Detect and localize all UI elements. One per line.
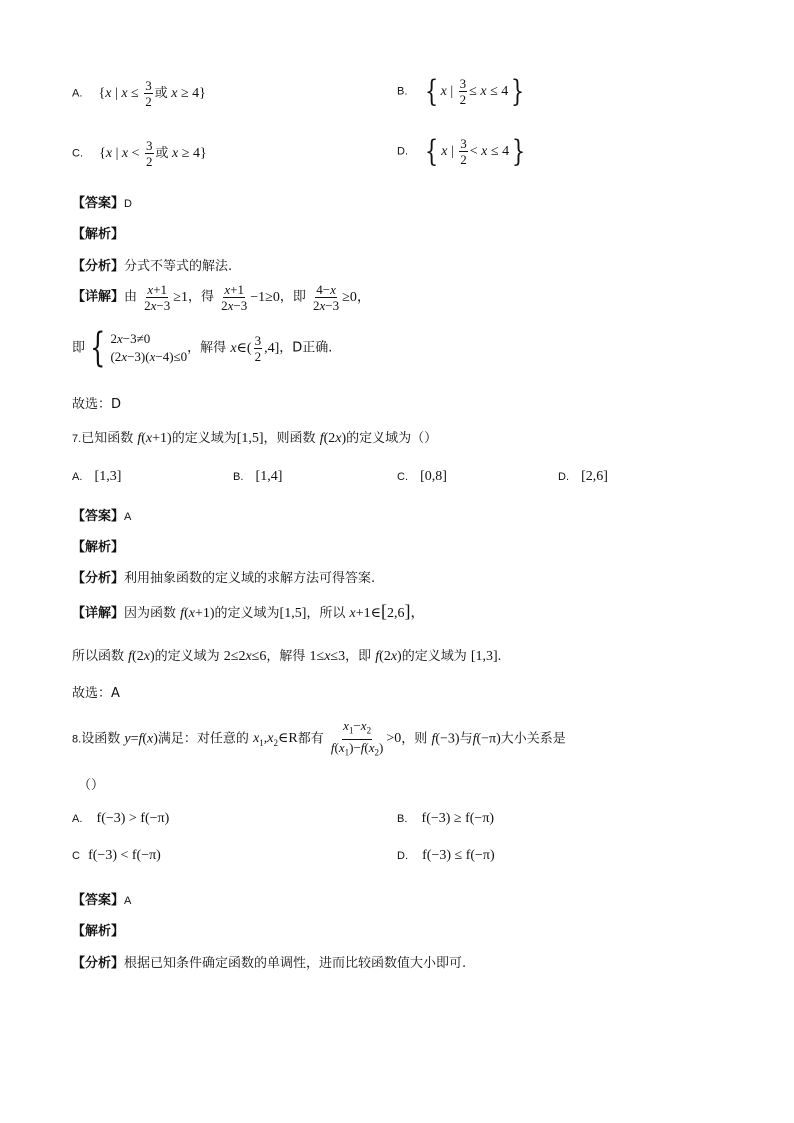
- option-label: A.: [72, 87, 83, 100]
- q7-choice: 故选：A: [72, 686, 120, 701]
- q7-option-a: A. [1,3]: [72, 469, 122, 484]
- q7-option-c: C. [0,8]: [397, 469, 447, 484]
- q8-option-b: B. f(−3) ≥ f(−π): [397, 811, 495, 826]
- q7-detail2-line: 所以函数 f(2x)的定义域为 2≤2x≤6，解得 1≤x≤3，即 f(2x)的定义域为 [1,3].: [72, 649, 502, 664]
- q6-fenxi-line: 【分析】分式不等式的解法.: [72, 259, 233, 274]
- q7-detail-line: 【详解】因为函数 f(x+1)的定义域为[1,5]，所以 x+1∈[2,6]，: [72, 601, 425, 621]
- q8-stem: 8.设函数 y=f(x)满足：对任意的 $x_1,x_2\in R$都有 $\frac{x_1-x_2}{f(x_1)-f(x_2)}$ >0，则 f(−3)与f(−π)大小关系是: [72, 718, 566, 758]
- q6-option-c: C. {x | x < $\frac{3}{2}$ 或 x ≥ 4}: [72, 138, 207, 169]
- q8-option-d: D. f(−3) ≤ f(−π): [397, 848, 495, 863]
- q6-detail-line: 【详解】由 $\frac{x+1}{2x-3}$ ≥1，得 $\frac{x+1}{2x-3}$ −1≥0，即 $\frac{4-x}{2x-3}$ ≥0，: [72, 282, 371, 313]
- q6-choice: 故选：D: [72, 397, 122, 412]
- q8-option-c: C f(−3) < f(−π): [72, 848, 161, 863]
- q8-fenxi-line: 【分析】根据已知条件确定函数的单调性，进而比较函数值大小即可.: [72, 956, 467, 971]
- option-label: B.: [397, 85, 408, 98]
- q7-stem: 7.已知函数 f(x+1)的定义域为[1,5]，则函数 f(2x)的定义域为（）: [72, 431, 438, 446]
- q8-answer-line: 【答案】A: [72, 893, 132, 908]
- q8-stem-paren: （）: [78, 778, 105, 793]
- q7-analysis-tag: 【解析】: [72, 540, 125, 555]
- q7-fenxi-line: 【分析】利用抽象函数的定义域的求解方法可得答案.: [72, 571, 376, 586]
- q6-option-b: B. { x | $\frac{3}{2}$ ≤ x ≤ 4}: [397, 73, 525, 109]
- answer-value: D: [124, 198, 132, 210]
- q6-answer-line: [72, 192, 132, 211]
- q7-option-d: D. [2,6]: [558, 469, 608, 484]
- q7-option-b: B. [1,4]: [233, 469, 283, 484]
- q6-option-d: D. { x | $\frac{3}{2}$ < x ≤ 4}: [397, 133, 526, 169]
- q8-option-a: A. f(−3) > f(−π): [72, 811, 170, 826]
- answer-tag: 【答案】: [72, 196, 125, 211]
- q6-system-line: 即 { 2x−3≠0 (2x−3)(x−4)≤0 ，解得 x∈( $\frac{3}{2}$ ,4]，D正确.: [72, 325, 333, 371]
- q7-answer-line: 【答案】A: [72, 509, 132, 524]
- q6-option-a: A. {x | x ≤ $\frac{3}{2}$ 或 x ≥ 4}: [72, 78, 206, 109]
- option-label: C.: [72, 147, 83, 160]
- q6-analysis-tag: 【解析】: [72, 227, 125, 242]
- option-label: D.: [397, 145, 408, 158]
- q8-analysis-tag: 【解析】: [72, 924, 125, 939]
